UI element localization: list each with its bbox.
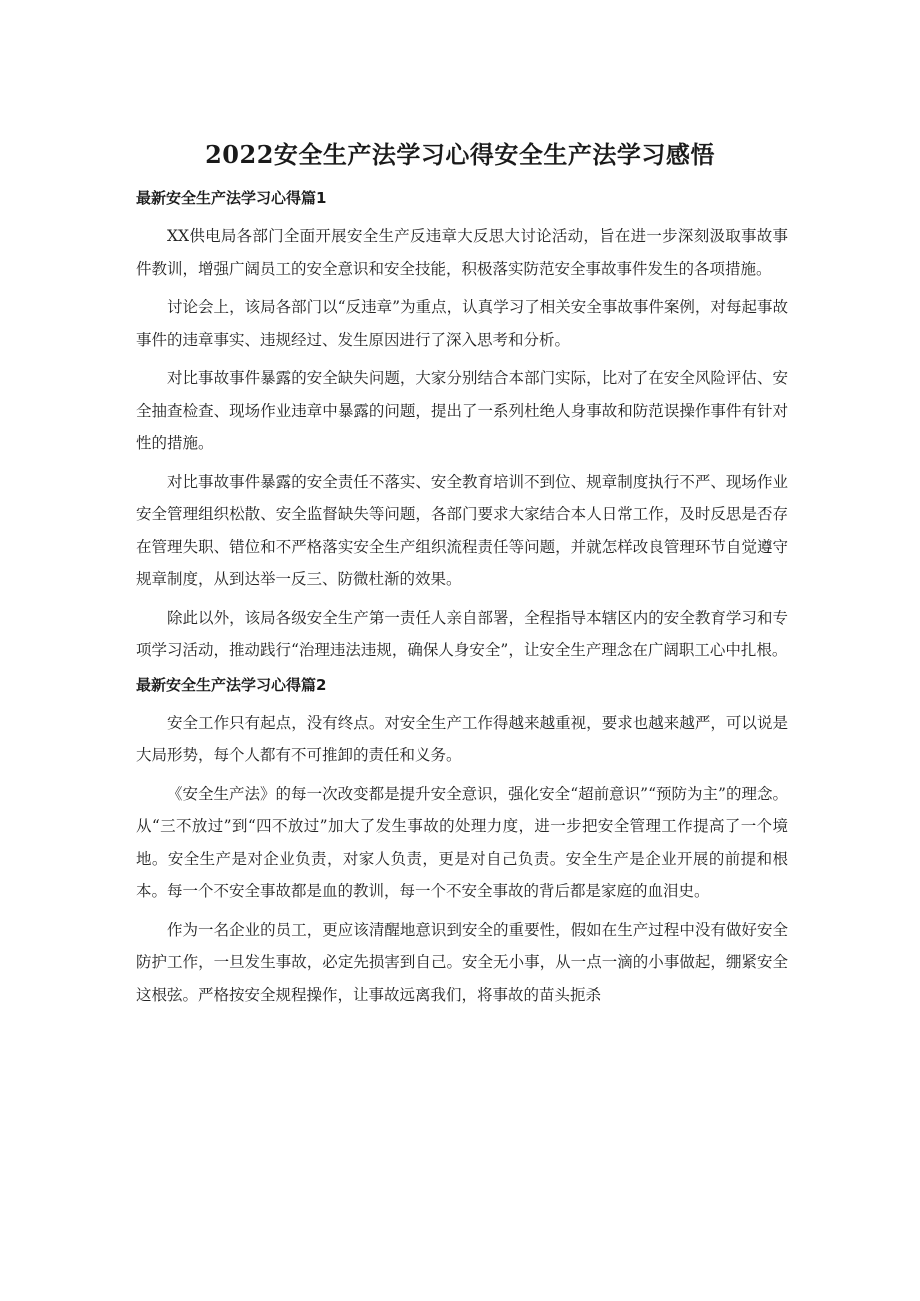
paragraph: 作为一名企业的员工，更应该清醒地意识到安全的重要性，假如在生产过程中没有做好安全防护工作，一旦发生事故，必定先损害到自己。安全无小事，从一点一滴的小事做起，绷紧安全这根弦。严格按安全规程操作，让事故远离我们，将事故的苗头扼杀: [136, 920, 788, 1004]
section-heading-2: 最新安全生产法学习心得篇2: [136, 675, 327, 694]
paragraph: 对比事故事件暴露的安全责任不落实、安全教育培训不到位、规章制度执行不严、现场作业安全管理组织松散、安全监督缺失等问题，各部门要求大家结合本人日常工作，及时反思是否存在管理失职、错位和不严格落实安全生产组织流程责任等问题，并就怎样改良管理环节自觉遵守规章制度，从到达举一反三、防微杜渐的效果。: [136, 472, 788, 588]
paragraph: 对比事故事件暴露的安全缺失问题，大家分别结合本部门实际，比对了在安全风险评估、安全抽查检查、现场作业违章中暴露的问题，提出了一系列杜绝人身事故和防范误操作事件有针对性的措施。: [136, 369, 788, 452]
paragraph: 讨论会上，该局各部门以“反违章”为重点，认真学习了相关安全事故事件案例，对每起事故事件的违章事实、违规经过、发生原因进行了深入思考和分析。: [136, 298, 788, 349]
paragraph: 《安全生产法》的每一次改变都是提升安全意识，强化安全“超前意识”“预防为主”的理念。从“三不放过”到“四不放过”加大了发生事故的处理力度，进一步把安全管理工作提高了一个境地。安全生产是对企业负责，对家人负责，更是对自己负责。安全生产是企业开展的前提和根本。每一个不安全事故都是血的教训，每一个不安全事故的背后都是家庭的血泪史。: [136, 784, 788, 900]
document-body: [136, 184, 788, 1017]
paragraph: 除此以外，该局各级安全生产第一责任人亲自部署，全程指导本辖区内的安全教育学习和专项学习活动，推动践行“治理违法违规，确保人身安全”，让安全生产理念在广阔职工心中扎根。: [136, 608, 788, 659]
paragraph: XX供电局各部门全面开展安全生产反违章大反思大讨论活动，旨在进一步深刻汲取事故事件教训，增强广阔员工的安全意识和安全技能，积极落实防范安全事故事件发生的各项措施。: [136, 227, 788, 278]
document-title: 2022安全生产法学习心得安全生产法学习感悟: [205, 140, 715, 169]
paragraph: 安全工作只有起点，没有终点。对安全生产工作得越来越重视，要求也越来越严，可以说是大局形势，每个人都有不可推卸的责任和义务。: [136, 713, 788, 764]
section-heading-1: 最新安全生产法学习心得篇1: [136, 189, 327, 207]
